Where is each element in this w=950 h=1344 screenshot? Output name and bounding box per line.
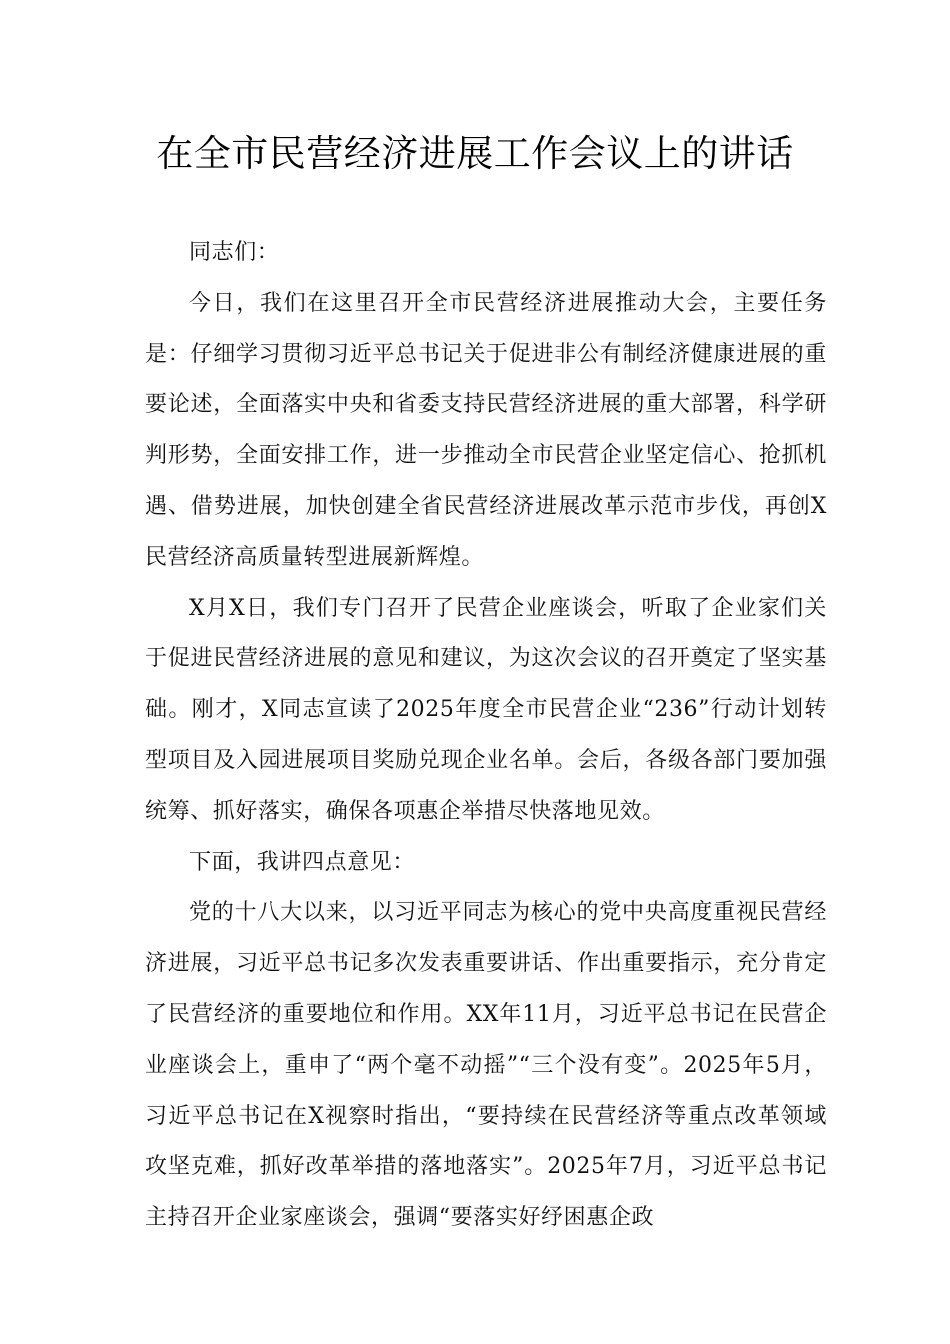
paragraph-policy-background: 党的十八大以来，以习近平同志为核心的党中央高度重视民营经济进展，习近平总书记多次发表重要讲话、作出重要指示，充分肯定了民营经济的重要地位和作用。XX年11月，习近平总书记在民营企业座谈会上，重申了“两个毫不动摇”“三个没有变”。2025年5月，习近平总书记在X视察时指出，“要持续在民营经济等重点改革领域攻坚克难，抓好改革举措的落地落实”。2025年7月，习近平总书记主持召开企业家座谈会，强调“要落实好纾困惠企政 [145, 900, 827, 1231]
document-body [145, 228, 827, 1244]
paragraph-symposium-review: X月X日，我们专门召开了民营企业座谈会，听取了企业家们关于促进民营经济进展的意见和建议，为这次会议的召开奠定了坚实基础。刚才，X同志宣读了2025年度全市民营企业“236”行动计划转型项目及入园进展项目奖励兑现企业名单。会后，各级各部门要加强统筹、抓好落实，确保各项惠企举措尽快落地见效。 [145, 595, 827, 824]
paragraph-meeting-purpose: 今日，我们在这里召开全市民营经济进展推动大会，主要任务是：仔细学习贯彻习近平总书记关于促进非公有制经济健康进展的重要论述，全面落实中央和省委支持民营经济进展的重大部署，科学研判形势，全面安排工作，进一步推动全市民营企业坚定信心、抢抓机遇、借势进展，加快创建全省民营经济进展改革示范市步伐，再创X民营经济高质量转型进展新辉煌。 [145, 290, 827, 570]
paragraph-salutation: 同志们： [189, 240, 280, 265]
paragraph-four-points-intro: 下面，我讲四点意见： [189, 849, 416, 875]
document-title: 在全市民营经济进展工作会议上的讲话 [156, 132, 794, 175]
